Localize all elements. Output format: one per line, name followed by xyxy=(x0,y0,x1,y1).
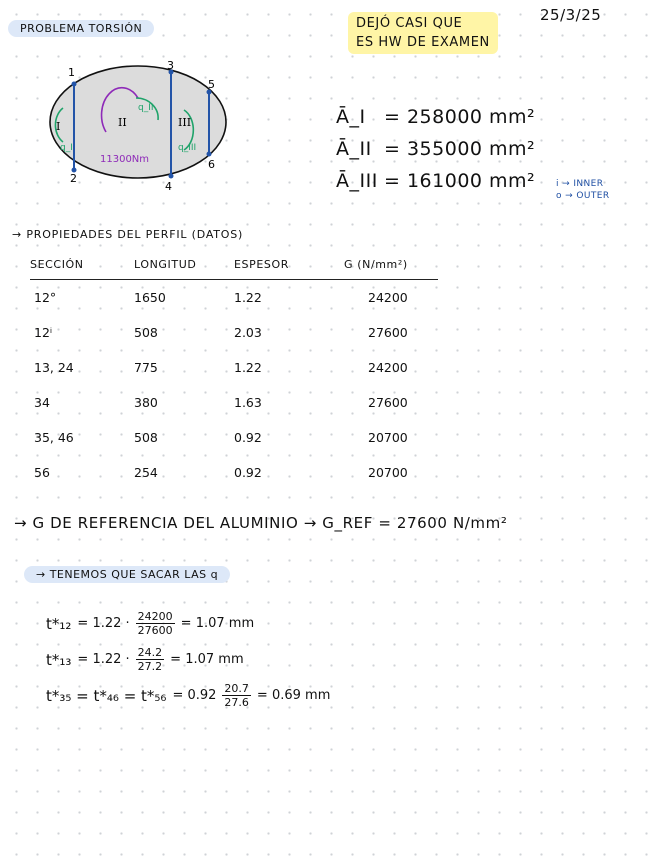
cell-longitud: 508 xyxy=(134,430,158,445)
section-heading-q: → TENEMOS QUE SACAR LAS q xyxy=(24,566,230,583)
torque-label: 11300Nm xyxy=(100,154,150,165)
node-1 xyxy=(72,82,77,87)
area-row-i xyxy=(336,106,535,128)
cell-seccion: 13, 24 xyxy=(34,360,74,375)
fraction-denominator: 27.6 xyxy=(224,696,249,709)
area-value-i: = 258000 mm² xyxy=(384,106,536,128)
cell-espesor: 1.22 xyxy=(234,360,262,375)
formula-fraction xyxy=(222,682,251,709)
cell-longitud: 380 xyxy=(134,395,158,410)
cell-espesor: 1.22 xyxy=(234,290,262,305)
formula-eq: = 1.22 · xyxy=(77,652,130,667)
date: 25/3/25 xyxy=(540,6,602,24)
formula-result: = 1.07 mm xyxy=(180,616,255,631)
area-label-ii: Ā_II xyxy=(336,138,372,160)
formula-t12 xyxy=(46,610,254,637)
node-6 xyxy=(207,152,212,157)
g-reference: → G DE REFERENCIA DEL ALUMINIO → G_REF = 27600 N/mm² xyxy=(14,514,508,532)
flow-label-q-i: q_I xyxy=(60,143,73,153)
exam-note-line-2: ES HW DE EXAMEN xyxy=(356,35,490,50)
cell-seccion: 34 xyxy=(34,395,50,410)
formula-t13 xyxy=(46,646,244,673)
cell-longitud: 1650 xyxy=(134,290,166,305)
cell-label-ii: II xyxy=(118,116,127,129)
cell-seccion: 35, 46 xyxy=(34,430,74,445)
flow-label-q-ii: q_II xyxy=(138,103,154,113)
fraction-numerator: 24200 xyxy=(137,610,173,623)
table-row xyxy=(30,385,438,420)
cell-espesor: 0.92 xyxy=(234,465,262,480)
node-label-6: 6 xyxy=(208,158,215,171)
node-label-2: 2 xyxy=(70,172,77,185)
node-label-4: 4 xyxy=(165,180,172,193)
cell-longitud: 775 xyxy=(134,360,158,375)
formula-fraction xyxy=(136,646,165,673)
node-4 xyxy=(169,174,174,179)
cell-seccion: 12° xyxy=(34,290,57,305)
formula-lhs: t*₁₂ xyxy=(46,614,72,633)
formula-fraction xyxy=(136,610,175,637)
formula-lhs: t*₁₃ xyxy=(46,650,72,669)
properties-title: → PROPIEDADES DEL PERFIL (DATOS) xyxy=(12,228,244,241)
properties-table xyxy=(30,258,438,490)
exam-note xyxy=(348,12,498,54)
cell-g: 24200 xyxy=(368,360,408,375)
node-label-3: 3 xyxy=(167,59,174,72)
cell-label-iii: III xyxy=(178,116,192,129)
formula-result: = 0.69 mm xyxy=(256,688,331,703)
cell-seccion: 12ⁱ xyxy=(34,325,53,340)
formula-lhs: t*₃₅ = t*₄₆ = t*₅₆ xyxy=(46,686,167,705)
area-value-ii: = 355000 mm² xyxy=(384,138,536,160)
cell-espesor: 0.92 xyxy=(234,430,262,445)
formula-t35 xyxy=(46,682,330,709)
area-value-iii: = 161000 mm² xyxy=(384,170,536,192)
cell-label-i: I xyxy=(56,120,61,133)
cross-section-diagram xyxy=(38,58,238,196)
formula-eq: = 0.92 xyxy=(172,688,217,703)
formula-result: = 1.07 mm xyxy=(170,652,244,667)
area-label-iii: Ā_III xyxy=(336,170,378,192)
area-label-i: Ā_I xyxy=(336,106,366,128)
flow-label-q-iii: q_III xyxy=(178,143,197,153)
page-title: PROBLEMA TORSIÓN xyxy=(8,20,154,37)
cell-espesor: 2.03 xyxy=(234,325,262,340)
cell-g: 20700 xyxy=(368,465,408,480)
fraction-numerator: 20.7 xyxy=(224,682,249,695)
cell-g: 24200 xyxy=(368,290,408,305)
fraction-denominator: 27.2 xyxy=(137,660,163,673)
table-row xyxy=(30,420,438,455)
node-label-1: 1 xyxy=(68,66,75,79)
area-row-ii xyxy=(336,138,535,160)
cell-espesor: 1.63 xyxy=(234,395,262,410)
fraction-denominator: 27600 xyxy=(137,624,173,637)
cell-g: 27600 xyxy=(368,395,408,410)
cell-g: 20700 xyxy=(368,430,408,445)
fraction-numerator: 24.2 xyxy=(137,646,163,659)
formula-eq: = 1.22 · xyxy=(77,616,130,631)
legend-inner: i → INNER xyxy=(556,179,604,189)
header-espesor: ESPESOR xyxy=(234,258,344,280)
cell-seccion: 56 xyxy=(34,465,50,480)
area-row-iii xyxy=(336,170,535,192)
table-row xyxy=(30,455,438,490)
table-row xyxy=(30,350,438,385)
node-label-5: 5 xyxy=(208,78,215,91)
table-row xyxy=(30,315,438,350)
cell-g: 27600 xyxy=(368,325,408,340)
header-g: G (N/mm²) xyxy=(344,258,438,280)
exam-note-line-1: DEJÓ CASI QUE xyxy=(356,16,463,31)
cell-longitud: 508 xyxy=(134,325,158,340)
inner-outer-legend xyxy=(556,178,609,202)
header-longitud: LONGITUD xyxy=(134,258,234,280)
cell-longitud: 254 xyxy=(134,465,158,480)
legend-outer: o → OUTER xyxy=(556,191,610,201)
header-seccion: SECCIÓN xyxy=(30,258,134,280)
table-header-row xyxy=(30,258,438,280)
table-row xyxy=(30,280,438,316)
areas-list xyxy=(336,106,535,202)
